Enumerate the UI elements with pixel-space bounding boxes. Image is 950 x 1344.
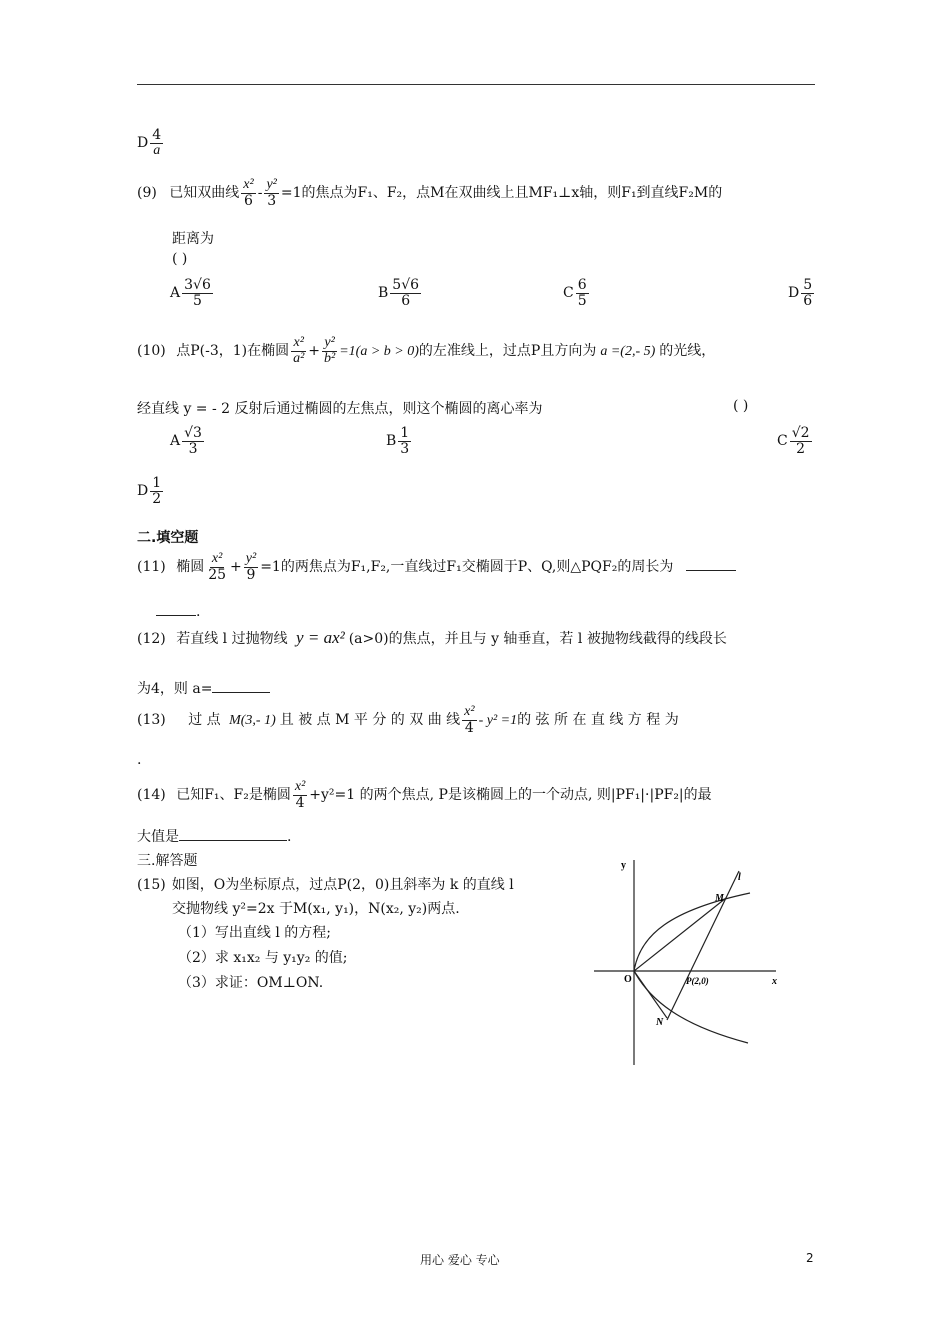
equation-rhs: - y² =1 <box>478 713 518 729</box>
frac-num: 6 <box>577 277 587 293</box>
answer-paren: ( ) <box>172 251 188 267</box>
q10-option-c <box>777 426 814 456</box>
question-9 <box>137 178 722 208</box>
question-15-item-2: （2）求 x₁x₂ 与 y₁y₂ 的值; <box>178 950 348 966</box>
question-text: +y²=1 的两个焦点, P是该椭圆上的一个动点, 则|PF₁|·|PF₂|的最 <box>309 787 712 804</box>
segment-om <box>634 898 726 971</box>
frac-num: x² <box>243 177 254 192</box>
frac-den: 2 <box>796 440 806 457</box>
answer-blank[interactable] <box>156 615 196 616</box>
question-text: 过 点 <box>188 712 221 729</box>
question-12 <box>137 628 727 648</box>
question-text: 椭圆 <box>176 559 205 576</box>
frac-den: 3 <box>267 192 277 209</box>
frac-num: x² <box>464 704 475 719</box>
formula: y = ax² <box>296 628 345 647</box>
period: . <box>287 829 292 845</box>
equation-rhs: =1 <box>260 559 281 576</box>
question-12-line2 <box>137 678 270 698</box>
frac-num: 5√6 <box>392 277 420 293</box>
frac-den: 5 <box>577 292 587 309</box>
question-15-line2: 交抛物线 y²=2x 于M(x₁, y₁)，N(x₂, y₂)两点. <box>172 901 460 917</box>
question-text: 为4，则 a= <box>137 681 213 697</box>
frac-num: 3√6 <box>184 277 211 293</box>
operator: + <box>230 559 242 576</box>
frac-den: 9 <box>246 566 256 583</box>
question-text: 大值是 <box>137 829 179 845</box>
frac-num: 4 <box>152 127 162 143</box>
option-label: D <box>137 135 149 152</box>
question-15-item-1: （1）写出直线 l 的方程; <box>178 925 332 941</box>
q9-option-a <box>170 278 215 308</box>
q9-option-c <box>563 278 591 308</box>
frac-num: 5 <box>803 277 813 293</box>
question-number: (9) <box>137 185 157 202</box>
question-10 <box>137 336 715 366</box>
question-14 <box>137 780 712 810</box>
parabola-figure <box>590 850 790 1070</box>
question-9-line2: 距离为 <box>172 231 214 247</box>
question-14-line2 <box>137 826 291 846</box>
question-text: 的焦点为F₁、F₂，点M在双曲线上且MF₁⊥x轴，则F₁到直线F₂M的 <box>301 185 723 202</box>
frac-den: 3 <box>188 440 198 457</box>
n-label: N <box>656 1017 664 1028</box>
frac-den: 3 <box>400 440 410 457</box>
parabola-upper <box>634 893 750 971</box>
question-text: 如图，O为坐标原点，过点P(2，0)且斜率为 k 的直线 l <box>171 877 514 893</box>
frac-num: 1 <box>400 425 410 441</box>
option-label: C <box>777 433 788 450</box>
option-label: B <box>378 285 389 302</box>
footer-text: 用心 爱心 专心 <box>420 1253 500 1267</box>
section-heading-fill-in: 二.填空题 <box>137 530 199 546</box>
l-label: l <box>738 872 741 883</box>
header-rule <box>137 84 815 85</box>
segment-on <box>634 971 667 1018</box>
frac-den: 6 <box>244 192 253 209</box>
q10-option-d <box>137 476 165 506</box>
question-number: (10) <box>137 343 166 360</box>
answer-blank[interactable] <box>212 692 270 693</box>
question-15 <box>137 874 514 894</box>
frac-den: 2 <box>152 490 162 507</box>
frac-num: √3 <box>184 425 202 441</box>
answer-paren: ( ) <box>733 398 749 414</box>
frac-num: √2 <box>791 425 810 441</box>
p-label: P(2,0) <box>686 976 709 986</box>
q10-option-a <box>170 426 206 456</box>
question-text: 的 弦 所 在 直 线 方 程 为 <box>517 712 679 729</box>
frac-num: x² <box>211 551 223 566</box>
frac-den: 4 <box>295 794 305 811</box>
frac-num: y² <box>245 551 257 566</box>
frac-den: 6 <box>803 292 813 309</box>
frac-num: 1 <box>152 475 162 491</box>
page-number: 2 <box>806 1251 814 1265</box>
q9-option-d <box>788 278 816 308</box>
answer-blank[interactable] <box>686 570 736 571</box>
o-label: O <box>624 974 632 985</box>
question-text: 已知F₁、F₂是椭圆 <box>176 787 291 804</box>
option-label: B <box>386 433 397 450</box>
frac-num: x² <box>294 779 306 794</box>
frac-den: a <box>153 142 161 158</box>
frac-num: x² <box>293 335 304 350</box>
frac-den: a² <box>293 350 305 366</box>
option-label: A <box>170 433 181 450</box>
question-11 <box>137 552 736 582</box>
operator: + <box>308 343 321 360</box>
direction-vector: a =(2,- 5) <box>600 344 656 360</box>
question-text: 若直线 l 过抛物线 <box>176 631 288 647</box>
question-text: 的光线， <box>659 343 716 360</box>
question-text: 的两焦点为F₁,F₂,一直线过F₁交椭圆于P、Q,则△PQF₂的周长为 <box>280 559 674 576</box>
question-11-tail <box>156 604 200 620</box>
question-number: (12) <box>137 631 166 647</box>
option-label: C <box>563 285 574 302</box>
frac-num: y² <box>266 177 277 192</box>
question-text: (a>0)的焦点，并且与 y 轴垂直，若 l 被抛物线截得的线段长 <box>348 631 727 647</box>
condition: =1(a > b > 0) <box>339 344 419 360</box>
frac-den: 6 <box>401 292 411 309</box>
question-number: (15) <box>137 877 166 893</box>
question-13-line2: . <box>137 752 142 768</box>
frac-den: 5 <box>193 292 202 309</box>
frac-num: y² <box>324 335 335 350</box>
question-13 <box>137 705 679 735</box>
point: M(3,- 1) <box>229 713 276 729</box>
question-10-line2: 经直线 y = - 2 反射后通过椭圆的左焦点，则这个椭圆的离心率为 <box>137 401 543 417</box>
question-text: 已知双曲线 <box>169 185 240 202</box>
q10-option-b <box>386 426 413 456</box>
question-15-item-3: （3）求证：OM⊥ON. <box>178 975 324 991</box>
option-label: D <box>788 285 800 302</box>
question-number: (13) <box>137 712 166 729</box>
frac-den: b² <box>324 350 336 366</box>
question-text: 且 被 点 M 平 分 的 双 曲 线 <box>279 712 461 729</box>
frac-den: 25 <box>208 566 227 583</box>
question-number: (14) <box>137 787 166 804</box>
q9-option-b <box>378 278 423 308</box>
q8-option-d <box>137 128 165 158</box>
section-heading-solutions: 三.解答题 <box>137 853 198 869</box>
question-number: (11) <box>137 559 166 576</box>
m-label: M <box>715 893 724 904</box>
question-text: 的左准线上，过点P且方向为 <box>418 343 597 360</box>
answer-blank[interactable] <box>179 840 287 841</box>
question-text: 点P(-3，1)在椭圆 <box>176 343 290 360</box>
operator: - <box>257 185 263 202</box>
equation-rhs: =1 <box>280 185 302 202</box>
option-label: D <box>137 483 149 500</box>
x-label: x <box>772 976 777 987</box>
y-label: y <box>621 860 626 871</box>
frac-den: 4 <box>464 719 474 736</box>
period: . <box>196 604 201 620</box>
line-l <box>667 871 739 1020</box>
option-label: A <box>170 285 181 302</box>
